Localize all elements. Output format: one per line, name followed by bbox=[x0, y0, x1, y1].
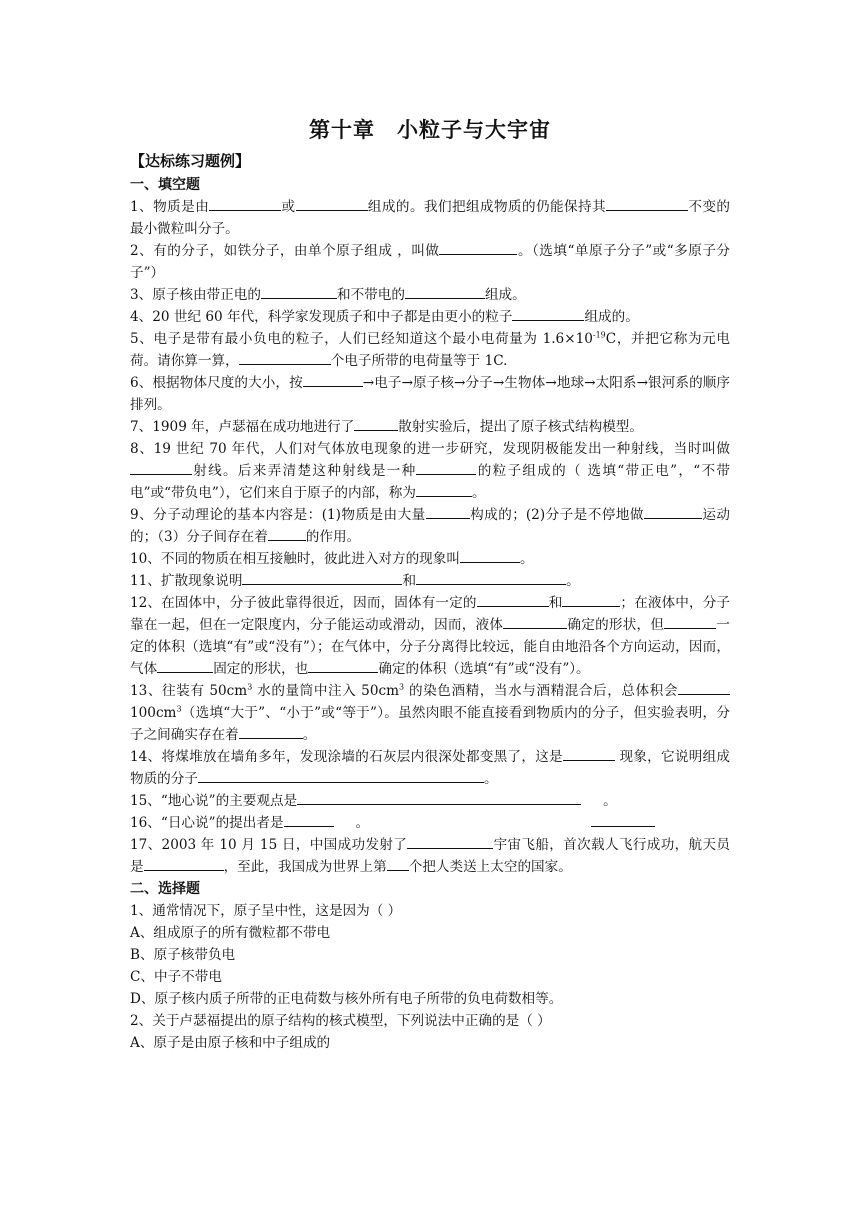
question-2 bbox=[130, 240, 730, 284]
section-heading-fill-blank: 一、填空题 bbox=[130, 177, 200, 193]
blank bbox=[460, 548, 520, 563]
blank bbox=[209, 196, 281, 211]
question-17 bbox=[130, 834, 730, 878]
q12-text: 确定的体积（选填“有”或“没有”）。 bbox=[378, 661, 590, 677]
question-14 bbox=[130, 746, 730, 790]
blank bbox=[439, 240, 517, 255]
blank bbox=[268, 526, 306, 541]
blank bbox=[563, 746, 615, 761]
q17-text: ，至此，我国成为世界上第 bbox=[223, 859, 387, 875]
question-13 bbox=[130, 680, 730, 746]
question-8 bbox=[130, 438, 730, 504]
blank bbox=[144, 856, 224, 871]
document-body bbox=[130, 148, 730, 1054]
q14-text: 14、将煤堆放在墙角多年，发现涂墙的石灰层内很深处都变黑了，这是 bbox=[130, 749, 563, 765]
q7-text: 散射实验后，提出了原子核式结构模型。 bbox=[398, 419, 643, 435]
q15-text: 15、“地心说”的主要观点是 bbox=[130, 793, 298, 809]
blank bbox=[308, 658, 378, 673]
question-12 bbox=[130, 592, 730, 680]
blank bbox=[416, 570, 566, 585]
q12-text: ；在液体中，分子靠在一起，但在一定限度内，分子能运动或滑动，因而，液体 bbox=[130, 595, 731, 633]
q8-text: 射线。后来弄清楚这种射线是一种 bbox=[192, 463, 417, 479]
q17-text: 17、2003 年 10 月 15 日，中国成功发射了 bbox=[130, 837, 408, 853]
blank bbox=[130, 460, 192, 475]
blank bbox=[198, 768, 484, 783]
q13-text: （选填“大于”、“小于”或“等于”）。虽然肉眼不能直接看到物质内的分子，但实验表明，分子之间确实存在着 bbox=[130, 705, 730, 743]
blank bbox=[416, 460, 476, 475]
blank bbox=[503, 614, 567, 629]
q3-text: 3、原子核由带正电的 bbox=[130, 287, 261, 303]
q5-text: C，并把它称为元电荷。请你算一算， bbox=[130, 331, 730, 369]
q12-text: 一定的体积（选填“有”或“没有”）；在气体中，分子分离得比较远，能自由地沿各个方向运动，因而，气体 bbox=[130, 617, 731, 677]
q8-text: 的粒子组成的（ 选填“带正电”，“不带电”或“带负电”），它们来自于原子的内部，称为 bbox=[130, 463, 730, 501]
q8-text: 8、19 世纪 70 年代，人们对气体放电现象的进一步研究，发现阴极能发出一种射线，当时叫做 bbox=[130, 441, 730, 457]
q13-text: 100cm bbox=[130, 705, 177, 721]
q8-text: 。 bbox=[471, 485, 486, 501]
q9-text: 9、分子动理论的基本内容是：(1)物质是由大量 bbox=[130, 507, 426, 523]
choice-option: A、组成原子的所有微粒都不带电 bbox=[130, 925, 331, 941]
question-7 bbox=[130, 416, 730, 438]
question-9 bbox=[130, 504, 730, 548]
q9-text: 构成的；(2)分子是不停地做 bbox=[469, 507, 644, 523]
q1-text: 或 bbox=[281, 199, 296, 215]
blank bbox=[644, 504, 702, 519]
q11-text: 。 bbox=[566, 573, 580, 589]
question-4 bbox=[130, 306, 730, 328]
choice-question-2-stem: 2、关于卢瑟福提出的原子结构的核式模型，下列说法中正确的是（ ） bbox=[130, 1013, 551, 1029]
blank bbox=[477, 592, 549, 607]
choice-option: C、中子不带电 bbox=[130, 969, 222, 985]
q12-text: 固定的形状，也 bbox=[213, 661, 309, 677]
blank bbox=[664, 614, 716, 629]
blank bbox=[606, 196, 688, 211]
blank bbox=[296, 196, 368, 211]
q9-text: 的作用。 bbox=[305, 529, 361, 545]
q12-text: 确定的形状，但 bbox=[567, 617, 665, 633]
choice-option: A、原子是由原子核和中子组成的 bbox=[130, 1035, 331, 1051]
q3-text: 和不带电的 bbox=[337, 287, 405, 303]
exponent: 3 bbox=[399, 682, 405, 692]
q14-text: 。 bbox=[483, 771, 498, 787]
blank bbox=[407, 834, 493, 849]
q13-text: 水的量筒中注入 50cm bbox=[252, 683, 399, 699]
q12-text: 和 bbox=[548, 595, 563, 611]
blank bbox=[426, 504, 470, 519]
blank bbox=[387, 856, 409, 871]
blank bbox=[242, 570, 402, 585]
question-10 bbox=[130, 548, 730, 570]
q6-text: →电子→原子核→分子→生物体→地球→太阳系→银河系的顺序排列。 bbox=[130, 375, 730, 413]
question-16 bbox=[130, 812, 730, 834]
q2-text: 。（选填“单原子分子”或“多原子分子”） bbox=[130, 243, 730, 281]
q10-text: 10、不同的物质在相互接触时，彼此进入对方的现象叫 bbox=[130, 551, 460, 567]
section-heading-practice: 【达标练习题例】 bbox=[130, 152, 251, 170]
exponent: 3 bbox=[247, 682, 253, 692]
q9-text: 运动的；（3）分子间存在着 bbox=[130, 507, 730, 545]
blank bbox=[562, 592, 620, 607]
question-3 bbox=[130, 284, 730, 306]
blank bbox=[678, 680, 730, 695]
blank bbox=[284, 812, 334, 827]
q10-text: 。 bbox=[519, 551, 534, 567]
q12-text: 12、在固体中，分子彼此靠得很近，因而，固体有一定的 bbox=[130, 595, 477, 611]
exponent: -19 bbox=[592, 330, 606, 340]
q4-text: 4、20 世纪 60 年代，科学家发现质子和中子都是由更小的粒子 bbox=[130, 309, 513, 325]
blank bbox=[303, 372, 363, 387]
blank bbox=[239, 724, 303, 739]
question-6 bbox=[130, 372, 730, 416]
blank bbox=[297, 790, 581, 805]
section-heading-multiple-choice: 二、选择题 bbox=[130, 881, 200, 897]
q16-text: 16、“日心说”的提出者是 bbox=[130, 815, 284, 831]
q17-text: 个把人类送上太空的国家。 bbox=[408, 859, 572, 875]
q11-text: 11、扩散现象说明 bbox=[130, 573, 243, 589]
q1-text: 不变的最小微粒叫分子。 bbox=[130, 199, 731, 237]
q5-text: 个电子所带的电荷量等于 1C. bbox=[330, 353, 508, 369]
blank bbox=[354, 416, 398, 431]
blank bbox=[416, 482, 472, 497]
question-1 bbox=[130, 196, 730, 240]
choice-option: B、原子核带负电 bbox=[130, 947, 236, 963]
q17-text: 宇宙飞船，首次载人飞行成功，航天员是 bbox=[130, 837, 731, 875]
q14-text: 现象，它说明组成物质的分子 bbox=[130, 749, 731, 787]
blank bbox=[239, 350, 331, 365]
question-5 bbox=[130, 328, 730, 372]
blank bbox=[157, 658, 213, 673]
q1-text: 组成的。我们把组成物质的仍能保持其 bbox=[367, 199, 606, 215]
q11-text: 和 bbox=[402, 573, 417, 589]
q6-text: 6、根据物体尺度的大小，按 bbox=[130, 375, 303, 391]
question-15 bbox=[130, 790, 730, 812]
q16-text: 。 bbox=[355, 815, 370, 831]
page-title: 第十章 小粒子与大宇宙 bbox=[309, 118, 551, 142]
q3-text: 组成。 bbox=[484, 287, 526, 303]
q13-text: 。 bbox=[302, 727, 317, 743]
q13-text: 13、往装有 50cm bbox=[130, 683, 248, 699]
q2-text: 2、有的分子，如铁分子，由单个原子组成 ，叫做 bbox=[130, 243, 440, 259]
q7-text: 7、1909 年，卢瑟福在成功地进行了 bbox=[130, 419, 355, 435]
blank bbox=[261, 284, 337, 299]
q1-text: 1、物质是由 bbox=[130, 199, 210, 215]
blank bbox=[405, 284, 485, 299]
question-11 bbox=[130, 570, 730, 592]
q13-text: 的染色酒精，当水与酒精混合后，总体积会 bbox=[404, 683, 679, 699]
blank bbox=[512, 306, 584, 321]
exponent: 3 bbox=[176, 704, 182, 714]
choice-option: D、原子核内质子所带的正电荷数与核外所有电子所带的负电荷数相等。 bbox=[130, 991, 563, 1007]
choice-question-1-stem: 1、通常情况下，原子呈中性，这是因为（ ） bbox=[130, 903, 402, 919]
blank bbox=[591, 812, 655, 827]
q15-text: 。 bbox=[603, 793, 617, 809]
q5-text: 5、电子是带有最小负电的粒子，人们已经知道这个最小电荷量为 1.6×10 bbox=[130, 331, 593, 347]
q4-text: 组成的。 bbox=[584, 309, 639, 325]
